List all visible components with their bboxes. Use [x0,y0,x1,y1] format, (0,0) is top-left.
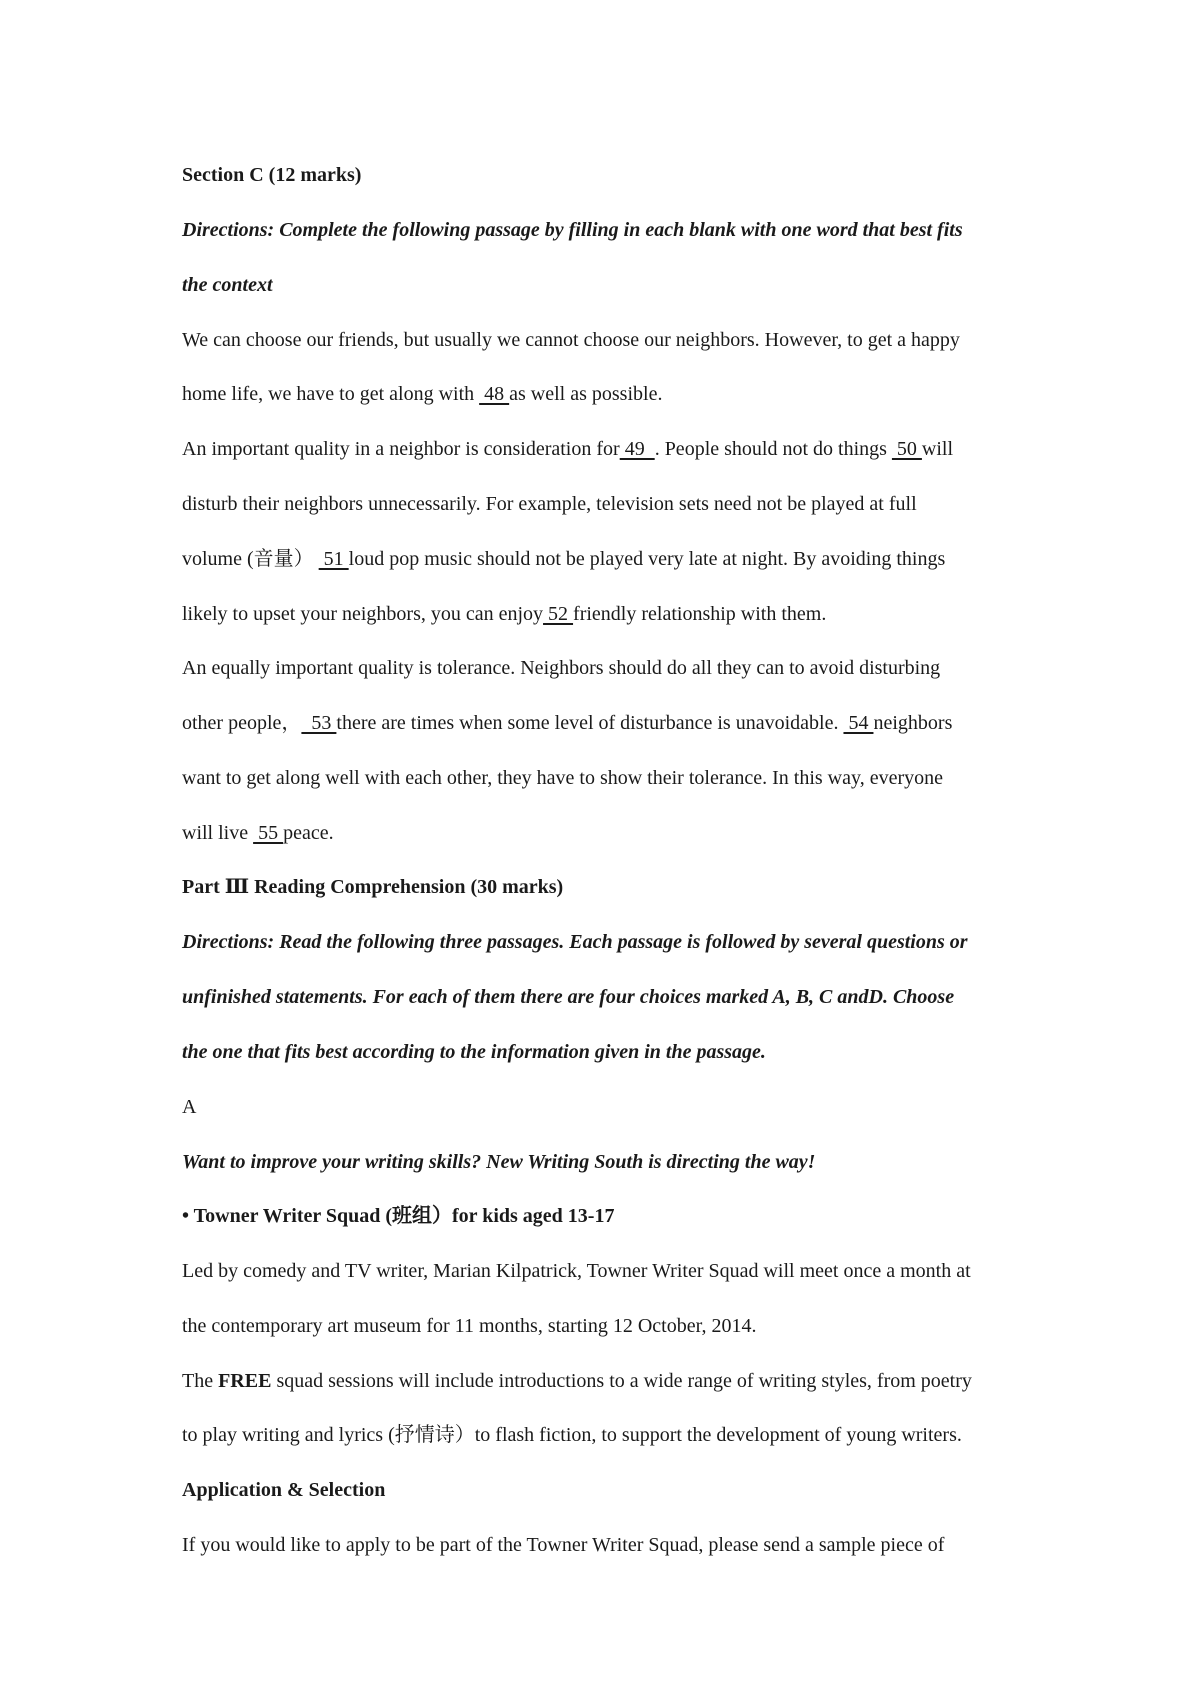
passage-a-paragraph-1-line-1: Led by comedy and TV writer, Marian Kilpatrick, Towner Writer Squad will meet once a month at [182,1260,971,1282]
passage-line-10: will live 55 peace. [182,822,334,844]
passage-line-4: disturb their neighbors unnecessarily. For example, television sets need not be played at full [182,493,917,515]
part-3-directions-line-1: Directions: Read the following three passages. Each passage is followed by several questions or [182,931,968,953]
passage-line-2: home life, we have to get along with 48 as well as possible. [182,383,663,405]
blank-55: 55 [253,822,284,844]
section-c-heading: Section C (12 marks) [182,164,362,186]
passage-line-5: volume (音量） 51 loud pop music should not be played very late at night. By avoiding things [182,548,946,570]
free-emphasis: FREE [218,1370,272,1392]
passage-a-paragraph-2-line-2: to play writing and lyrics (抒情诗）to flash fiction, to support the development of young writers. [182,1424,962,1446]
passage-a-paragraph-1-line-2: the contemporary art museum for 11 months, starting 12 October, 2014. [182,1315,757,1337]
section-c-directions-line-2: the context [182,274,273,296]
blank-54: 54 [843,712,874,734]
blank-53: 53 [301,712,337,734]
towner-writer-squad-heading: • Towner Writer Squad (班组）for kids aged 13-17 [182,1205,615,1227]
blank-49: 49 [619,438,655,460]
passage-line-9: want to get along well with each other, they have to show their tolerance. In this way, everyone [182,767,943,789]
blank-48: 48 [479,383,510,405]
blank-51: 51 [318,548,349,570]
part-3-heading: Part Ⅲ Reading Comprehension (30 marks) [182,876,564,898]
section-c-directions-line-1: Directions: Complete the following passage by filling in each blank with one word that best fits [182,219,963,241]
passage-line-1: We can choose our friends, but usually we cannot choose our neighbors. However, to get a happy [182,329,960,351]
passage-line-6: likely to upset your neighbors, you can enjoy 52 friendly relationship with them. [182,603,827,625]
part-3-directions-line-2: unfinished statements. For each of them there are four choices marked A, B, C andD. Choose [182,986,955,1008]
blank-50: 50 [891,438,922,460]
application-selection-heading: Application & Selection [182,1479,386,1501]
application-paragraph-line-1: If you would like to apply to be part of the Towner Writer Squad, please send a sample piece of [182,1534,945,1556]
blank-52: 52 [543,603,574,625]
passage-line-7: An equally important quality is tolerance. Neighbors should do all they can to avoid disturbing [182,657,941,679]
passage-line-8: other people， 53 there are times when some level of disturbance is unavoidable. 54 neighbors [182,712,953,734]
passage-a-label: A [182,1096,197,1118]
passage-line-3: An important quality in a neighbor is consideration for 49 . People should not do things 50 will [182,438,954,460]
part-3-directions-line-3: the one that fits best according to the information given in the passage. [182,1041,766,1063]
passage-a-paragraph-2-line-1: The FREE squad sessions will include introductions to a wide range of writing styles, from poetry [182,1370,972,1392]
passage-a-headline: Want to improve your writing skills? New Writing South is directing the way! [182,1151,816,1173]
